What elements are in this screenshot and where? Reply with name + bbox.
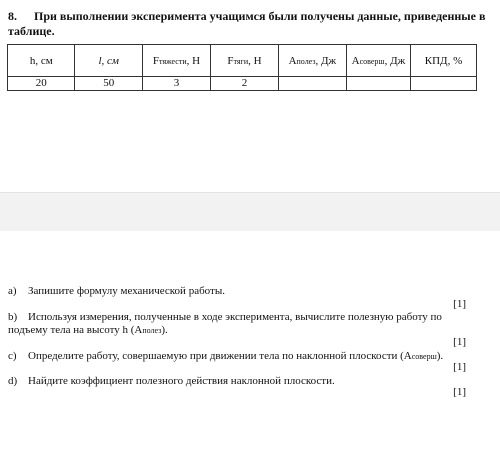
question-b: b) Используя измерения, полученные в ходе эксперимента, вычислите полезную работу по подъему тела на высоту h (Aполез). bbox=[8, 311, 442, 336]
question-a-text: Запишите формулу механической работы. bbox=[28, 285, 225, 297]
page-separator bbox=[0, 192, 500, 232]
header-cell-a-total: Aсоверш, Дж bbox=[346, 45, 410, 77]
question-b-mark: [1] bbox=[453, 336, 466, 348]
cell-efficiency-value bbox=[411, 77, 477, 91]
question-b-subscript: полез bbox=[142, 326, 162, 335]
cell-a-total-value bbox=[346, 77, 410, 91]
question-b-label: b) bbox=[8, 311, 18, 323]
question-d-mark: [1] bbox=[453, 386, 466, 398]
question-c-subscript: соверш bbox=[411, 352, 437, 361]
header-cell-a-useful: Aполез, Дж bbox=[278, 45, 346, 77]
question-a-label: a) bbox=[8, 285, 17, 297]
header-cell-f-traction: Fтяги, Н bbox=[211, 45, 279, 77]
data-table bbox=[7, 44, 477, 91]
header-cell-f-gravity: Fтяжести, Н bbox=[142, 45, 210, 77]
table-row bbox=[8, 77, 477, 91]
question-c-label: c) bbox=[8, 350, 17, 362]
header-cell-h: h, см bbox=[8, 45, 75, 77]
question-d-text: Найдите коэффициент полезного действия наклонной плоскости. bbox=[28, 375, 335, 387]
task-text: При выполнении эксперимента учащимся были получены данные, приведенные в таблице. bbox=[8, 9, 486, 38]
header-cell-efficiency: КПД, % bbox=[411, 45, 477, 77]
task-panel-bottom bbox=[0, 231, 500, 467]
cell-a-useful-value bbox=[278, 77, 346, 91]
question-b-text: Используя измерения, полученные в ходе эксперимента, вычислите полезную работу по подъему тела на высоту h (A bbox=[8, 311, 442, 336]
task-panel-top bbox=[0, 0, 500, 192]
task-header bbox=[8, 9, 488, 39]
table-header-row bbox=[8, 45, 477, 77]
task-number: 8. bbox=[8, 9, 17, 23]
question-d bbox=[8, 375, 466, 388]
question-a bbox=[8, 285, 466, 298]
header-cell-l: l, см bbox=[75, 45, 142, 77]
cell-h-value: 20 bbox=[8, 77, 75, 91]
cell-l-value: 50 bbox=[75, 77, 142, 91]
question-c-mark: [1] bbox=[453, 361, 466, 373]
cell-f-traction-value: 2 bbox=[211, 77, 279, 91]
cell-f-gravity-value: 3 bbox=[142, 77, 210, 91]
question-a-mark: [1] bbox=[453, 298, 466, 310]
question-c-text: Определите работу, совершаемую при движении тела по наклонной плоскости (A bbox=[28, 350, 412, 362]
question-c: c) Определите работу, совершаемую при движении тела по наклонной плоскости (Aсоверш). bbox=[8, 350, 444, 362]
question-d-label: d) bbox=[8, 375, 18, 387]
